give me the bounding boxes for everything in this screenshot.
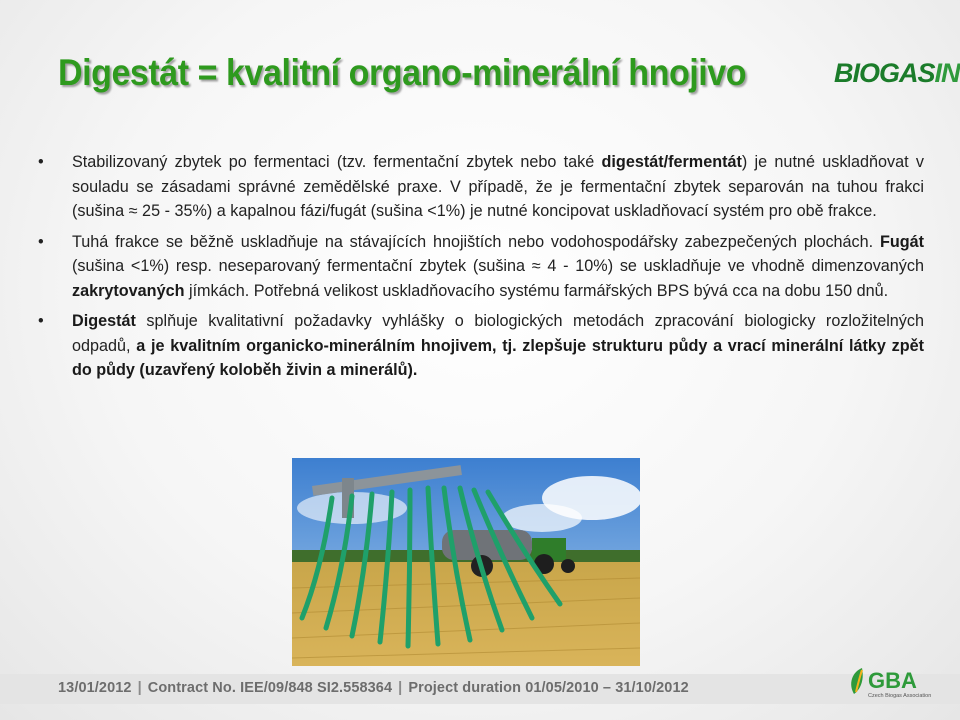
bold-term: digestát/fermentát (601, 153, 742, 171)
bullet-text: Digestát splňuje kvalitativní požadavky vyhlášky o biologických metodách zpracování biologicky rozložitelných odpadů, a je kvalitním organicko-minerálním hnojivem, tj. zlepšuje strukturu půdy a vrací minerální látky zpět do půdy (uzavřený koloběh živin a minerálů). (72, 312, 925, 379)
gba-logo-name: GBA (868, 668, 917, 693)
bullet-item-3 (38, 309, 924, 383)
bullet-dot: • (38, 153, 44, 171)
footer-duration: Project duration 01/05/2010 – 31/10/2012 (408, 680, 689, 696)
gba-logo-subtitle: Czech Biogas Association (868, 693, 932, 699)
biogasin-logo-part1: BIOGAS (834, 58, 935, 88)
bold-conclusion: a je kvalitním organicko-minerálním hnojivem, tj. zlepšuje strukturu půdy a vrací minerální látky zpět do půdy (uzavřený koloběh živin a minerálů). (72, 336, 925, 379)
footer-separator: | (398, 680, 403, 696)
bold-term: Fugát (879, 232, 924, 251)
footer-project-info (58, 680, 689, 696)
bullet-list (38, 150, 924, 389)
footer-date: 13/01/2012 (58, 680, 132, 696)
gba-logo (846, 664, 942, 700)
bold-term: Digestát (72, 312, 136, 330)
bullet-dot: • (38, 312, 44, 330)
bullet-text: Stabilizovaný zbytek po fermentaci (tzv. fermentační zbytek nebo také digestát/fermentát) je nutné uskladňovat v souladu se zásadami správné zemědělské praxe. V případě, že je fermentační zbytek separován na tuhou frakci (sušina ≈ 25 - 35%) a kapalnou fázi/fugát (sušina <1%) je nutné koncipovat uskladňovací systém pro obě frakce. (72, 153, 924, 220)
biogasin-logo-part2: IN (934, 58, 960, 88)
biogasin-logo (834, 56, 960, 96)
footer-separator: | (137, 680, 142, 696)
bullet-dot: • (38, 232, 44, 251)
bold-term: zakrytovaných (72, 281, 185, 300)
bullet-item-2 (38, 230, 924, 304)
digestate-spreader-photo (292, 458, 640, 666)
footer-contract: Contract No. IEE/09/848 SI2.558364 (147, 680, 393, 696)
bullet-text: Tuhá frakce se běžně uskladňuje na stávajících hnojištích nebo vodohospodářsky zabezpečených plochách. Fugát (sušina <1%) resp. neseparovaný fermentační zbytek (sušina ≈ 4 - 10%) se uskladňuje ve vhodně dimenzovaných zakrytovaných jímkách. Potřebná velikost uskladňovacího systému farmářských BPS bývá cca na dobu 150 dnů. (72, 232, 924, 300)
bullet-item-1 (38, 150, 924, 224)
slide-title: Digestát = kvalitní organo-minerální hnojivo (58, 52, 747, 93)
